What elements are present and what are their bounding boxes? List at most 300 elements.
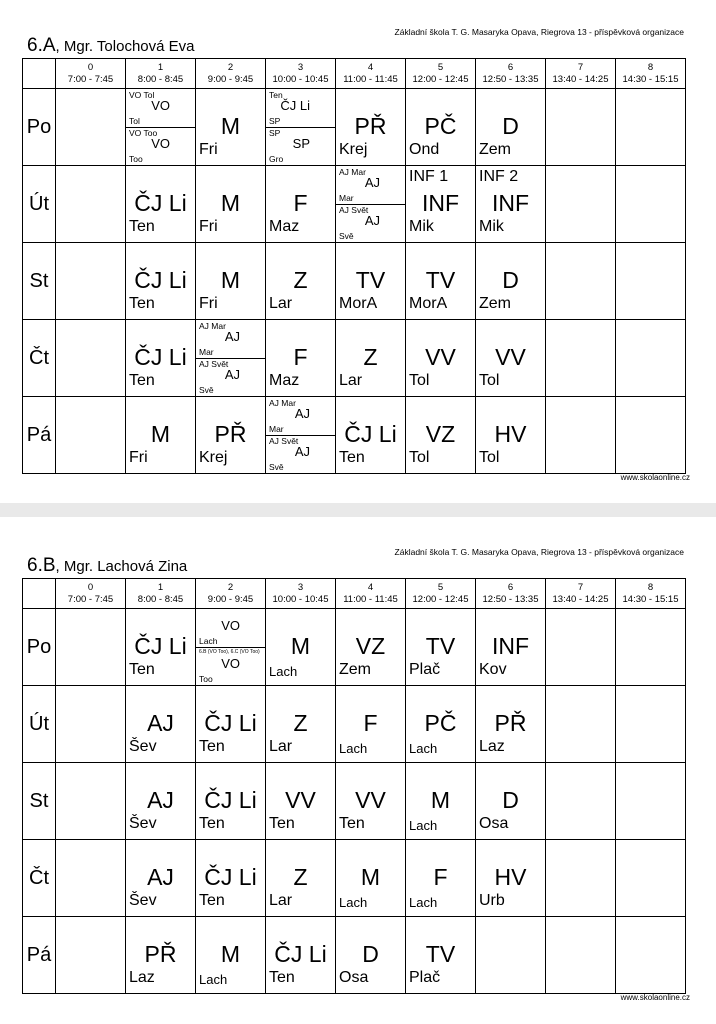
lesson-subject: TV bbox=[425, 633, 456, 659]
period-time: 12:00 - 12:45 bbox=[412, 593, 469, 605]
group-subject: VO bbox=[221, 656, 240, 671]
lesson-teacher: Ten bbox=[129, 372, 155, 389]
group-subject: AJ bbox=[364, 213, 380, 228]
lesson-cell bbox=[196, 917, 266, 994]
lesson-cell bbox=[126, 243, 196, 320]
website-footer: www.skolaonline.cz bbox=[620, 993, 690, 1002]
lesson-teacher: Maz bbox=[269, 218, 300, 235]
lesson-teacher: Lar bbox=[339, 372, 363, 389]
lesson-teacher: Ten bbox=[339, 449, 365, 466]
period-time: 14:30 - 15:15 bbox=[622, 593, 679, 605]
lesson-teacher: Ten bbox=[269, 969, 295, 986]
lesson-cell bbox=[406, 609, 476, 686]
group-lesson bbox=[266, 435, 335, 473]
lesson-subject: M bbox=[220, 267, 241, 293]
lesson-cell bbox=[126, 397, 196, 474]
day-label: Pá bbox=[23, 397, 56, 474]
lesson-teacher: Krej bbox=[339, 141, 368, 158]
lesson-teacher: Laz bbox=[479, 738, 505, 755]
empty-cell bbox=[56, 609, 126, 686]
group-name: 6.B (VO Too), 6.C (VO Too) bbox=[199, 649, 260, 655]
lesson-subject: PČ bbox=[424, 113, 457, 139]
lesson-teacher: Ond bbox=[409, 141, 440, 158]
lesson-cell bbox=[406, 89, 476, 166]
lesson-teacher: Kov bbox=[479, 661, 507, 678]
lesson-teacher: Ten bbox=[129, 218, 155, 235]
page-title bbox=[27, 35, 195, 57]
empty-cell bbox=[616, 243, 686, 320]
lesson-subject: D bbox=[502, 113, 519, 139]
day-row bbox=[23, 166, 686, 243]
period-number: 0 bbox=[87, 581, 94, 593]
group-teacher: Svě bbox=[269, 462, 284, 472]
lesson-cell bbox=[476, 320, 546, 397]
lesson-cell bbox=[476, 397, 546, 474]
lesson-teacher: Lar bbox=[269, 892, 293, 909]
empty-cell bbox=[546, 397, 616, 474]
lesson-subject: F bbox=[433, 864, 448, 890]
lesson-group: INF 1 bbox=[409, 168, 449, 185]
empty-cell bbox=[546, 166, 616, 243]
lesson-cell bbox=[406, 243, 476, 320]
period-time: 13:40 - 14:25 bbox=[552, 73, 609, 85]
day-label: Po bbox=[23, 89, 56, 166]
lesson-teacher: Ten bbox=[199, 738, 225, 755]
period-number: 7 bbox=[577, 61, 584, 73]
lesson-subject: ČJ Li bbox=[204, 710, 257, 736]
school-name: Základní škola T. G. Masaryka Opava, Riegrova 13 - příspěvková organizace bbox=[394, 27, 684, 37]
lesson-cell bbox=[266, 166, 336, 243]
empty-cell bbox=[616, 840, 686, 917]
empty-cell bbox=[56, 840, 126, 917]
empty-cell bbox=[546, 686, 616, 763]
lesson-teacher: Ten bbox=[199, 815, 225, 832]
lesson-subject: M bbox=[220, 190, 241, 216]
lesson-cell bbox=[126, 320, 196, 397]
school-name: Základní škola T. G. Masaryka Opava, Riegrova 13 - příspěvková organizace bbox=[394, 547, 684, 557]
empty-cell bbox=[616, 917, 686, 994]
lesson-cell bbox=[196, 166, 266, 243]
timetable-sheet-6b bbox=[0, 520, 716, 1020]
lesson-teacher: Fri bbox=[199, 295, 218, 312]
empty-cell bbox=[546, 917, 616, 994]
period-header bbox=[196, 59, 266, 89]
lesson-cell bbox=[406, 397, 476, 474]
lesson-cell bbox=[196, 609, 266, 686]
lesson-cell bbox=[336, 320, 406, 397]
lesson-subject: AJ bbox=[147, 864, 174, 890]
period-header bbox=[406, 59, 476, 89]
lesson-teacher: Šev bbox=[129, 815, 157, 832]
lesson-teacher: Ten bbox=[129, 295, 155, 312]
period-number: 0 bbox=[87, 61, 94, 73]
period-number: 8 bbox=[647, 581, 654, 593]
period-time: 12:00 - 12:45 bbox=[412, 73, 469, 85]
lesson-teacher: Lach bbox=[339, 741, 368, 756]
group-teacher: Gro bbox=[269, 154, 284, 164]
lesson-teacher: Mik bbox=[479, 218, 504, 235]
period-header bbox=[616, 579, 686, 609]
group-subject: VO bbox=[221, 618, 240, 633]
lesson-cell bbox=[406, 320, 476, 397]
empty-cell bbox=[56, 686, 126, 763]
lesson-subject: PŘ bbox=[144, 941, 177, 967]
group-lesson bbox=[196, 320, 265, 359]
lesson-cell bbox=[476, 763, 546, 840]
corner-cell bbox=[23, 579, 56, 609]
lesson-subject: ČJ Li bbox=[204, 864, 257, 890]
day-row bbox=[23, 840, 686, 917]
empty-cell bbox=[616, 320, 686, 397]
group-subject: AJ bbox=[294, 444, 310, 459]
lesson-cell bbox=[266, 763, 336, 840]
group-teacher: Too bbox=[199, 674, 213, 684]
group-subject: SP bbox=[292, 136, 310, 151]
lesson-cell bbox=[406, 166, 476, 243]
empty-cell bbox=[476, 917, 546, 994]
lesson-subject: Z bbox=[293, 267, 308, 293]
lesson-teacher: Urb bbox=[479, 892, 505, 909]
group-lesson bbox=[196, 358, 265, 396]
lesson-teacher: Zem bbox=[339, 661, 371, 678]
lesson-cell bbox=[406, 763, 476, 840]
period-header bbox=[616, 59, 686, 89]
lesson-cell bbox=[476, 686, 546, 763]
lesson-subject: INF bbox=[421, 190, 460, 216]
empty-cell bbox=[616, 89, 686, 166]
period-number: 3 bbox=[297, 581, 304, 593]
lesson-cell bbox=[126, 166, 196, 243]
period-number: 5 bbox=[437, 61, 444, 73]
lesson-cell bbox=[126, 917, 196, 994]
period-number: 6 bbox=[507, 581, 514, 593]
group-name: AJ Svět bbox=[199, 359, 229, 369]
lesson-cell bbox=[336, 840, 406, 917]
group-subject: VO bbox=[151, 136, 170, 151]
group-teacher: Svě bbox=[339, 231, 354, 241]
group-lesson bbox=[196, 647, 265, 685]
group-subject: AJ bbox=[294, 406, 310, 421]
group-lesson bbox=[126, 89, 195, 128]
lesson-teacher: Zem bbox=[479, 295, 511, 312]
period-time: 8:00 - 8:45 bbox=[137, 73, 184, 85]
day-row bbox=[23, 320, 686, 397]
group-name: SP bbox=[269, 128, 281, 138]
group-lesson bbox=[266, 89, 335, 128]
day-label: Út bbox=[23, 686, 56, 763]
group-teacher: Too bbox=[129, 154, 143, 164]
period-time: 14:30 - 15:15 bbox=[622, 73, 679, 85]
empty-cell bbox=[616, 763, 686, 840]
lesson-teacher: Lach bbox=[409, 895, 438, 910]
lesson-cell bbox=[336, 243, 406, 320]
lesson-cell bbox=[406, 917, 476, 994]
lesson-cell bbox=[336, 609, 406, 686]
lesson-subject: PŘ bbox=[214, 421, 247, 447]
lesson-cell bbox=[266, 320, 336, 397]
period-time: 9:00 - 9:45 bbox=[207, 593, 254, 605]
day-row bbox=[23, 89, 686, 166]
period-time: 10:00 - 10:45 bbox=[272, 593, 329, 605]
class-teacher: , Mgr. Tolochová Eva bbox=[55, 38, 195, 55]
lesson-subject: VV bbox=[355, 787, 386, 813]
period-time: 12:50 - 13:35 bbox=[482, 73, 539, 85]
period-time: 11:00 - 11:45 bbox=[343, 593, 398, 605]
lesson-cell bbox=[336, 89, 406, 166]
period-header bbox=[406, 579, 476, 609]
lesson-cell bbox=[196, 320, 266, 397]
empty-cell bbox=[616, 166, 686, 243]
period-time: 10:00 - 10:45 bbox=[272, 73, 329, 85]
lesson-subject: VV bbox=[425, 344, 456, 370]
group-name: VO Too bbox=[129, 128, 158, 138]
lesson-subject: Z bbox=[363, 344, 378, 370]
lesson-subject: ČJ Li bbox=[204, 787, 257, 813]
group-name: AJ Svět bbox=[339, 205, 369, 215]
lesson-subject: TV bbox=[425, 941, 456, 967]
group-subject: VO bbox=[151, 98, 170, 113]
group-name: AJ Svět bbox=[269, 436, 299, 446]
period-header bbox=[126, 579, 196, 609]
period-time: 7:00 - 7:45 bbox=[67, 593, 114, 605]
period-number: 7 bbox=[577, 581, 584, 593]
lesson-subject: ČJ Li bbox=[134, 344, 187, 370]
lesson-teacher: Mik bbox=[409, 218, 434, 235]
period-header bbox=[266, 579, 336, 609]
lesson-subject: M bbox=[360, 864, 381, 890]
lesson-cell bbox=[266, 686, 336, 763]
period-header bbox=[476, 59, 546, 89]
lesson-subject: AJ bbox=[147, 787, 174, 813]
lesson-subject: VV bbox=[285, 787, 316, 813]
period-number: 1 bbox=[157, 581, 164, 593]
group-teacher: Lach bbox=[199, 636, 218, 646]
lesson-cell bbox=[126, 686, 196, 763]
lesson-cell bbox=[476, 243, 546, 320]
group-lesson bbox=[336, 204, 405, 242]
lesson-subject: PŘ bbox=[494, 710, 527, 736]
lesson-teacher: Laz bbox=[129, 969, 155, 986]
lesson-cell bbox=[476, 89, 546, 166]
lesson-subject: D bbox=[362, 941, 379, 967]
lesson-teacher: Krej bbox=[199, 449, 228, 466]
lesson-teacher: Osa bbox=[339, 969, 369, 986]
lesson-teacher: Šev bbox=[129, 738, 157, 755]
lesson-cell bbox=[126, 609, 196, 686]
day-label: St bbox=[23, 243, 56, 320]
group-teacher: Mar bbox=[269, 424, 284, 434]
period-header bbox=[266, 59, 336, 89]
lesson-teacher: Plač bbox=[409, 661, 441, 678]
lesson-cell bbox=[336, 917, 406, 994]
group-name: AJ Mar bbox=[269, 398, 296, 408]
lesson-cell bbox=[196, 763, 266, 840]
lesson-subject: ČJ Li bbox=[134, 633, 187, 659]
lesson-teacher: Ten bbox=[269, 815, 295, 832]
lesson-cell bbox=[126, 89, 196, 166]
lesson-cell bbox=[266, 397, 336, 474]
lesson-teacher: Tol bbox=[479, 372, 500, 389]
period-header bbox=[196, 579, 266, 609]
lesson-teacher: Ten bbox=[339, 815, 365, 832]
day-label: St bbox=[23, 763, 56, 840]
timetable-grid bbox=[22, 58, 686, 474]
lesson-cell bbox=[266, 609, 336, 686]
lesson-subject: M bbox=[220, 113, 241, 139]
lesson-subject: PŘ bbox=[354, 113, 387, 139]
lesson-teacher: Lach bbox=[339, 895, 368, 910]
period-header bbox=[126, 59, 196, 89]
lesson-teacher: Lach bbox=[409, 741, 438, 756]
empty-cell bbox=[616, 397, 686, 474]
lesson-cell bbox=[336, 397, 406, 474]
period-number: 2 bbox=[227, 581, 234, 593]
lesson-cell bbox=[266, 243, 336, 320]
empty-cell bbox=[546, 840, 616, 917]
lesson-subject: M bbox=[220, 941, 241, 967]
day-label: Po bbox=[23, 609, 56, 686]
lesson-subject: ČJ Li bbox=[134, 267, 187, 293]
period-header bbox=[336, 579, 406, 609]
lesson-group: INF 2 bbox=[479, 168, 519, 185]
lesson-cell bbox=[336, 763, 406, 840]
period-header-row bbox=[23, 579, 686, 609]
lesson-cell bbox=[336, 686, 406, 763]
lesson-subject: M bbox=[430, 787, 451, 813]
empty-cell bbox=[546, 763, 616, 840]
lesson-cell bbox=[196, 397, 266, 474]
period-number: 5 bbox=[437, 581, 444, 593]
lesson-subject: PČ bbox=[424, 710, 457, 736]
day-row bbox=[23, 763, 686, 840]
period-number: 3 bbox=[297, 61, 304, 73]
lesson-teacher: Tol bbox=[409, 449, 430, 466]
lesson-subject: VZ bbox=[355, 633, 386, 659]
group-subject: ČJ Li bbox=[280, 98, 310, 113]
day-row bbox=[23, 609, 686, 686]
period-time: 9:00 - 9:45 bbox=[207, 73, 254, 85]
timetable-sheet-6a bbox=[0, 0, 716, 500]
lesson-subject: INF bbox=[491, 633, 530, 659]
group-lesson bbox=[336, 166, 405, 205]
lesson-teacher: Osa bbox=[479, 815, 509, 832]
lesson-cell bbox=[406, 840, 476, 917]
empty-cell bbox=[56, 763, 126, 840]
lesson-subject: ČJ Li bbox=[274, 941, 327, 967]
group-lesson bbox=[266, 127, 335, 165]
empty-cell bbox=[546, 243, 616, 320]
lesson-subject: M bbox=[150, 421, 171, 447]
group-subject: AJ bbox=[224, 367, 240, 382]
group-subject: AJ bbox=[364, 175, 380, 190]
lesson-cell bbox=[196, 686, 266, 763]
period-header bbox=[56, 579, 126, 609]
period-header bbox=[336, 59, 406, 89]
period-number: 2 bbox=[227, 61, 234, 73]
empty-cell bbox=[56, 243, 126, 320]
period-header bbox=[56, 59, 126, 89]
group-name: AJ Mar bbox=[339, 167, 366, 177]
day-label: Út bbox=[23, 166, 56, 243]
lesson-cell bbox=[196, 89, 266, 166]
lesson-teacher: Lach bbox=[269, 664, 298, 679]
group-lesson bbox=[126, 127, 195, 165]
lesson-teacher: Tol bbox=[479, 449, 500, 466]
period-number: 4 bbox=[367, 61, 374, 73]
website-footer: www.skolaonline.cz bbox=[620, 473, 690, 482]
lesson-subject: HV bbox=[494, 421, 527, 447]
lesson-cell bbox=[126, 840, 196, 917]
lesson-subject: F bbox=[363, 710, 378, 736]
lesson-cell bbox=[336, 166, 406, 243]
lesson-subject: Z bbox=[293, 710, 308, 736]
lesson-teacher: Maz bbox=[269, 372, 300, 389]
period-header bbox=[546, 579, 616, 609]
lesson-subject: F bbox=[293, 344, 308, 370]
lesson-cell bbox=[406, 686, 476, 763]
period-time: 11:00 - 11:45 bbox=[343, 73, 398, 85]
lesson-subject: TV bbox=[355, 267, 386, 293]
group-subject: AJ bbox=[224, 329, 240, 344]
day-label: Čt bbox=[23, 840, 56, 917]
empty-cell bbox=[616, 609, 686, 686]
lesson-subject: HV bbox=[494, 864, 527, 890]
group-name: Ten bbox=[269, 90, 283, 100]
group-lesson bbox=[266, 397, 335, 436]
lesson-subject: Z bbox=[293, 864, 308, 890]
lesson-cell bbox=[126, 763, 196, 840]
lesson-teacher: Lar bbox=[269, 738, 293, 755]
lesson-subject: ČJ Li bbox=[344, 421, 397, 447]
period-header bbox=[546, 59, 616, 89]
lesson-subject: F bbox=[293, 190, 308, 216]
timetable-grid bbox=[22, 578, 686, 994]
lesson-teacher: Lach bbox=[409, 818, 438, 833]
lesson-cell bbox=[476, 166, 546, 243]
lesson-cell bbox=[196, 840, 266, 917]
lesson-subject: D bbox=[502, 787, 519, 813]
lesson-teacher: Fri bbox=[199, 141, 218, 158]
period-header bbox=[476, 579, 546, 609]
empty-cell bbox=[616, 686, 686, 763]
lesson-teacher: Plač bbox=[409, 969, 441, 986]
lesson-subject: ČJ Li bbox=[134, 190, 187, 216]
lesson-subject: TV bbox=[425, 267, 456, 293]
day-row bbox=[23, 243, 686, 320]
lesson-teacher: Tol bbox=[409, 372, 430, 389]
empty-cell bbox=[56, 89, 126, 166]
period-number: 4 bbox=[367, 581, 374, 593]
group-lesson bbox=[196, 609, 265, 648]
day-label: Pá bbox=[23, 917, 56, 994]
group-teacher: Tol bbox=[129, 116, 140, 126]
period-time: 13:40 - 14:25 bbox=[552, 593, 609, 605]
lesson-teacher: Fri bbox=[129, 449, 148, 466]
lesson-subject: VV bbox=[495, 344, 526, 370]
period-time: 12:50 - 13:35 bbox=[482, 593, 539, 605]
group-teacher: Svě bbox=[199, 385, 214, 395]
lesson-teacher: Šev bbox=[129, 892, 157, 909]
lesson-teacher: Lar bbox=[269, 295, 293, 312]
lesson-cell bbox=[266, 917, 336, 994]
corner-cell bbox=[23, 59, 56, 89]
period-number: 8 bbox=[647, 61, 654, 73]
lesson-teacher: MorA bbox=[339, 295, 378, 312]
empty-cell bbox=[56, 917, 126, 994]
lesson-subject: VZ bbox=[425, 421, 456, 447]
day-row bbox=[23, 686, 686, 763]
lesson-cell bbox=[196, 243, 266, 320]
